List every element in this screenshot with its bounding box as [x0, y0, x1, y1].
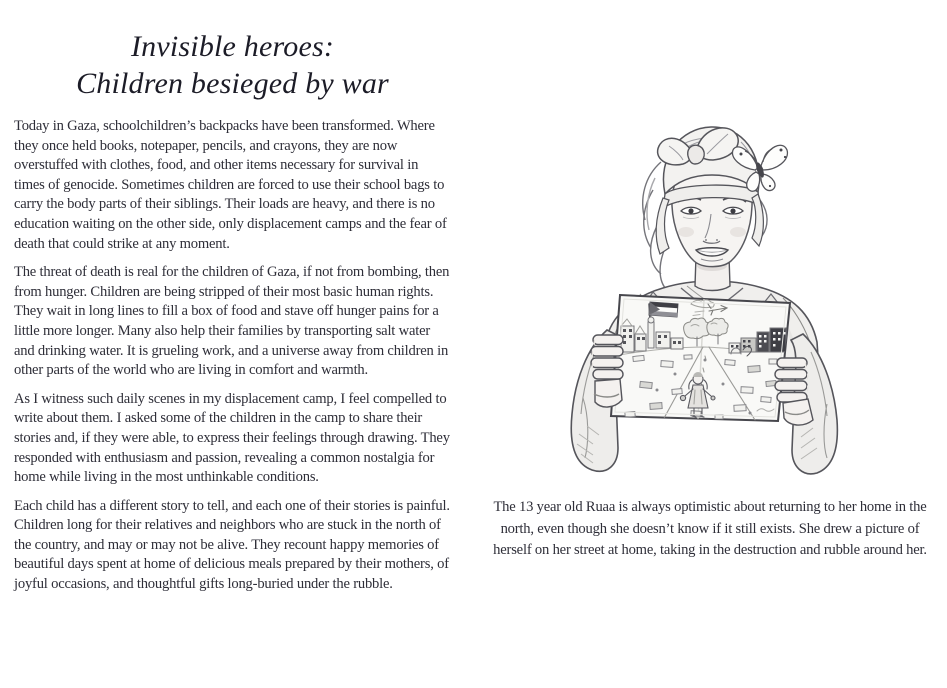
illustration-figure — [473, 0, 947, 688]
title-line-2: Children besieged by war — [76, 67, 389, 100]
girl-holding-drawing-illustration — [545, 98, 865, 488]
page-title — [14, 28, 451, 102]
paragraph-2: The threat of death is real for the children of Gaza, if not from bombing, then from hunger. Children are being stripped of their most basic human rights. They wait in long lines to fill a box of food and stave off hunger pains for a little more longer. Many also help their families by transporting salt water and drinking water. It is grueling work, and a universe away from children in other parts of the world who are living in comfort and warmth. — [14, 264, 450, 379]
left-cheek — [678, 227, 694, 237]
paragraph-4: Each child has a different story to tell, and each one of their stories is painful. Children long for their relatives and neighbors who are stuck in the north of the country, and may or may not be alive. They recount happy memories of beautiful days spent at home of delicious meals prepared by their mothers, of joyful occasions, and thoughtful gifts long-buried under the rubble. — [14, 497, 450, 593]
drawing-paper — [611, 295, 790, 421]
right-cheek — [730, 227, 746, 237]
figure-caption: The 13 year old Ruaa is always optimistic about returning to her home in the north, even though she doesn’t know if it still exists. She drew a picture of herself on her street at home, taking in the destruction and rubble around her. — [493, 499, 927, 558]
title-line-1: Invisible heroes: — [130, 30, 335, 63]
pencil-sketch-svg — [545, 98, 865, 488]
left-hand — [591, 335, 623, 407]
paragraph-3: As I witness such daily scenes in my displacement camp, I feel compelled to write about them. I asked some of the children in the camp to share their stories and, if they were able, to express their feelings through drawing. They responded with enthusiasm and passion, revealing a common nostalgia for home while living in the most unthinkable conditions. — [14, 390, 450, 486]
article-column — [14, 28, 451, 604]
paragraph-1: Today in Gaza, schoolchildren’s backpacks have been transformed. Where they once held books, notepaper, pencils, and crayons, they are now overstuffed with clothes, food, and other items necessary for survival in times of genocide. Sometimes children are forced to use their school bags to carry the body parts of their siblings. Their loads are heavy, and there is no education waiting on the other side, only displacement camps and the fear of death that could strike at any moment. — [14, 118, 447, 252]
